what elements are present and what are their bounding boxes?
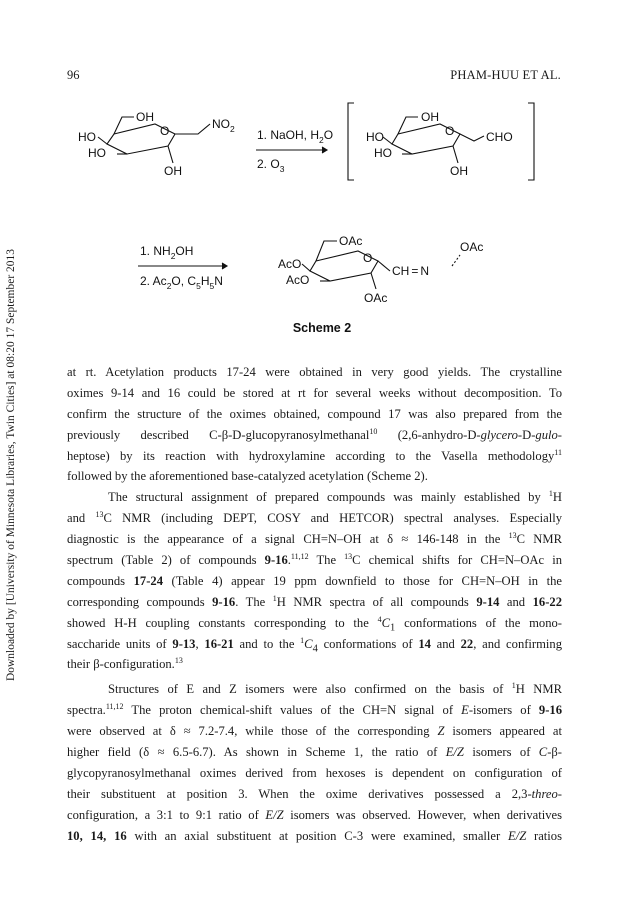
text-line: The structural assignment of prepared compounds was mainly established by $^1$H <box>108 489 562 505</box>
intermediate-oh-bottom: OH <box>450 164 468 178</box>
start-ho-2: HO <box>88 146 106 160</box>
text-line: oximes 9-14 and 16 could be stored at rt for several weeks without decomposition. To <box>67 385 562 400</box>
bracket-left <box>348 103 354 180</box>
text-line: configuration, a 3:1 to 9:1 ratio of E/Z isomers was observed. However, when derivatives <box>67 807 562 822</box>
reagent-step2-line2: 2. $Ac_2O$, $C_5H_5N$ <box>140 274 223 291</box>
text-line: compounds 17-24 (Table 4) appear 19 ppm downfield to those for CH=N–OH in the <box>67 573 562 588</box>
start-nitro: $NO_2$ <box>212 117 235 134</box>
text-line: glycopyranosylmethanal oximes derived from hexoses is dependent on configuration of <box>67 765 562 780</box>
text-line: 10, 14, 16 with an axial substituent at position C-3 were examined, smaller E/Z ratios <box>67 828 562 843</box>
intermediate-ring-oxygen: O <box>445 124 455 138</box>
text-line: their substituent at position 3. When the oxime derivatives possessed a 2,3-threo- <box>67 786 562 801</box>
start-ring-oxygen: O <box>160 124 170 138</box>
product-ring-oxygen: O <box>363 251 373 265</box>
text-line: at rt. Acetylation products 17-24 were obtained in very good yields. The crystalline <box>67 365 562 379</box>
download-watermark <box>4 205 18 725</box>
text-line: were observed at δ ≈ 7.2-7.4, while those of the corresponding Z isomers appeared at <box>67 724 562 739</box>
text-line: saccharide units of 9-13, 16-21 and to the $^1C_4$ conformations of 14 and 22, and confirming <box>67 635 562 655</box>
reagent-step2-line1: 1. $NH_2OH$ <box>140 244 194 261</box>
text-line: their β-configuration.$^{13}$ <box>67 656 183 672</box>
text-line: and $^{13}$C NMR (including DEPT, COSY and HETCOR) spectral analyses. Especially <box>67 510 562 526</box>
text-line: showed H-H coupling constants corresponding to the $^4C_1$ conformations of the mono- <box>67 614 562 634</box>
page-number: 96 <box>67 68 80 82</box>
start-ho-1: HO <box>78 130 96 144</box>
intermediate-oh-top: OH <box>421 110 439 124</box>
text-line: higher field (δ ≈ 6.5-6.7). As shown in Scheme 1, the ratio of E/Z isomers of C-β- <box>67 745 562 760</box>
product-aco-1: AcO <box>278 257 302 271</box>
text-line: spectrum (Table 2) of compounds 9-16.$^{11,12}$ The $^{13}$C chemical shifts for CH=N–OAc in <box>67 552 562 568</box>
text-line: confirm the structure of the oximes obtained, compound 17 was also prepared from the <box>67 406 562 421</box>
product-oac-bottom: OAc <box>364 291 388 305</box>
intermediate-ho-1: HO <box>366 130 384 144</box>
download-watermark-text: Downloaded by [University of Minnesota Libraries, Twin Cities] at 08:20 17 September 2013 <box>5 248 17 682</box>
product-oac-top: OAc <box>339 234 363 248</box>
intermediate-ho-2: HO <box>374 146 392 160</box>
paragraph-2 <box>67 487 562 675</box>
reaction-scheme-drawing <box>60 95 580 345</box>
start-oh-bottom: OH <box>164 164 182 178</box>
text-line: heptose) by its reaction with hydroxylamine according to the Vasella methodology$^{11}$ <box>67 447 562 463</box>
bracket-right <box>528 103 534 180</box>
product-oac-n: OAc <box>460 240 484 254</box>
scheme-caption: Scheme 2 <box>292 321 352 335</box>
running-head: PHAM-HUU ET AL. <box>450 68 561 82</box>
paragraph-3 <box>67 679 562 846</box>
body-text <box>67 362 562 846</box>
product-oxime: CH = N <box>392 264 430 278</box>
text-line: corresponding compounds 9-16. The $^1$H NMR spectra of all compounds 9-14 and 16-22 <box>67 593 562 609</box>
text-line: diagnostic is the appearance of a signal CH=N–OH at δ ≈ 146-148 in the $^{13}$C NMR <box>67 531 562 547</box>
text-line: previously described C-β-D-glucopyranosylmethanal$^{10}$ (2,6-anhydro-D-glycero-D-gulo- <box>67 426 562 442</box>
text-line: followed by the aforementioned base-catalyzed acetylation (Scheme 2). <box>67 469 428 484</box>
paragraph-1 <box>67 362 562 487</box>
intermediate-aldehyde: CHO <box>486 130 513 144</box>
text-line: spectra.$^{11,12}$ The proton chemical-shift values of the CH=N signal of E-isomers of 9-16 <box>67 702 562 718</box>
reagent-step1-line1: 1. NaOH, $H_2O$ <box>257 128 334 145</box>
product-aco-2: AcO <box>286 273 310 287</box>
reaction-scheme <box>60 95 580 345</box>
reagent-step1-line2: 2. $O_3$ <box>257 157 285 174</box>
start-oh-top: OH <box>136 110 154 124</box>
text-line: Structures of E and Z isomers were also confirmed on the basis of $^1$H NMR <box>108 681 562 697</box>
